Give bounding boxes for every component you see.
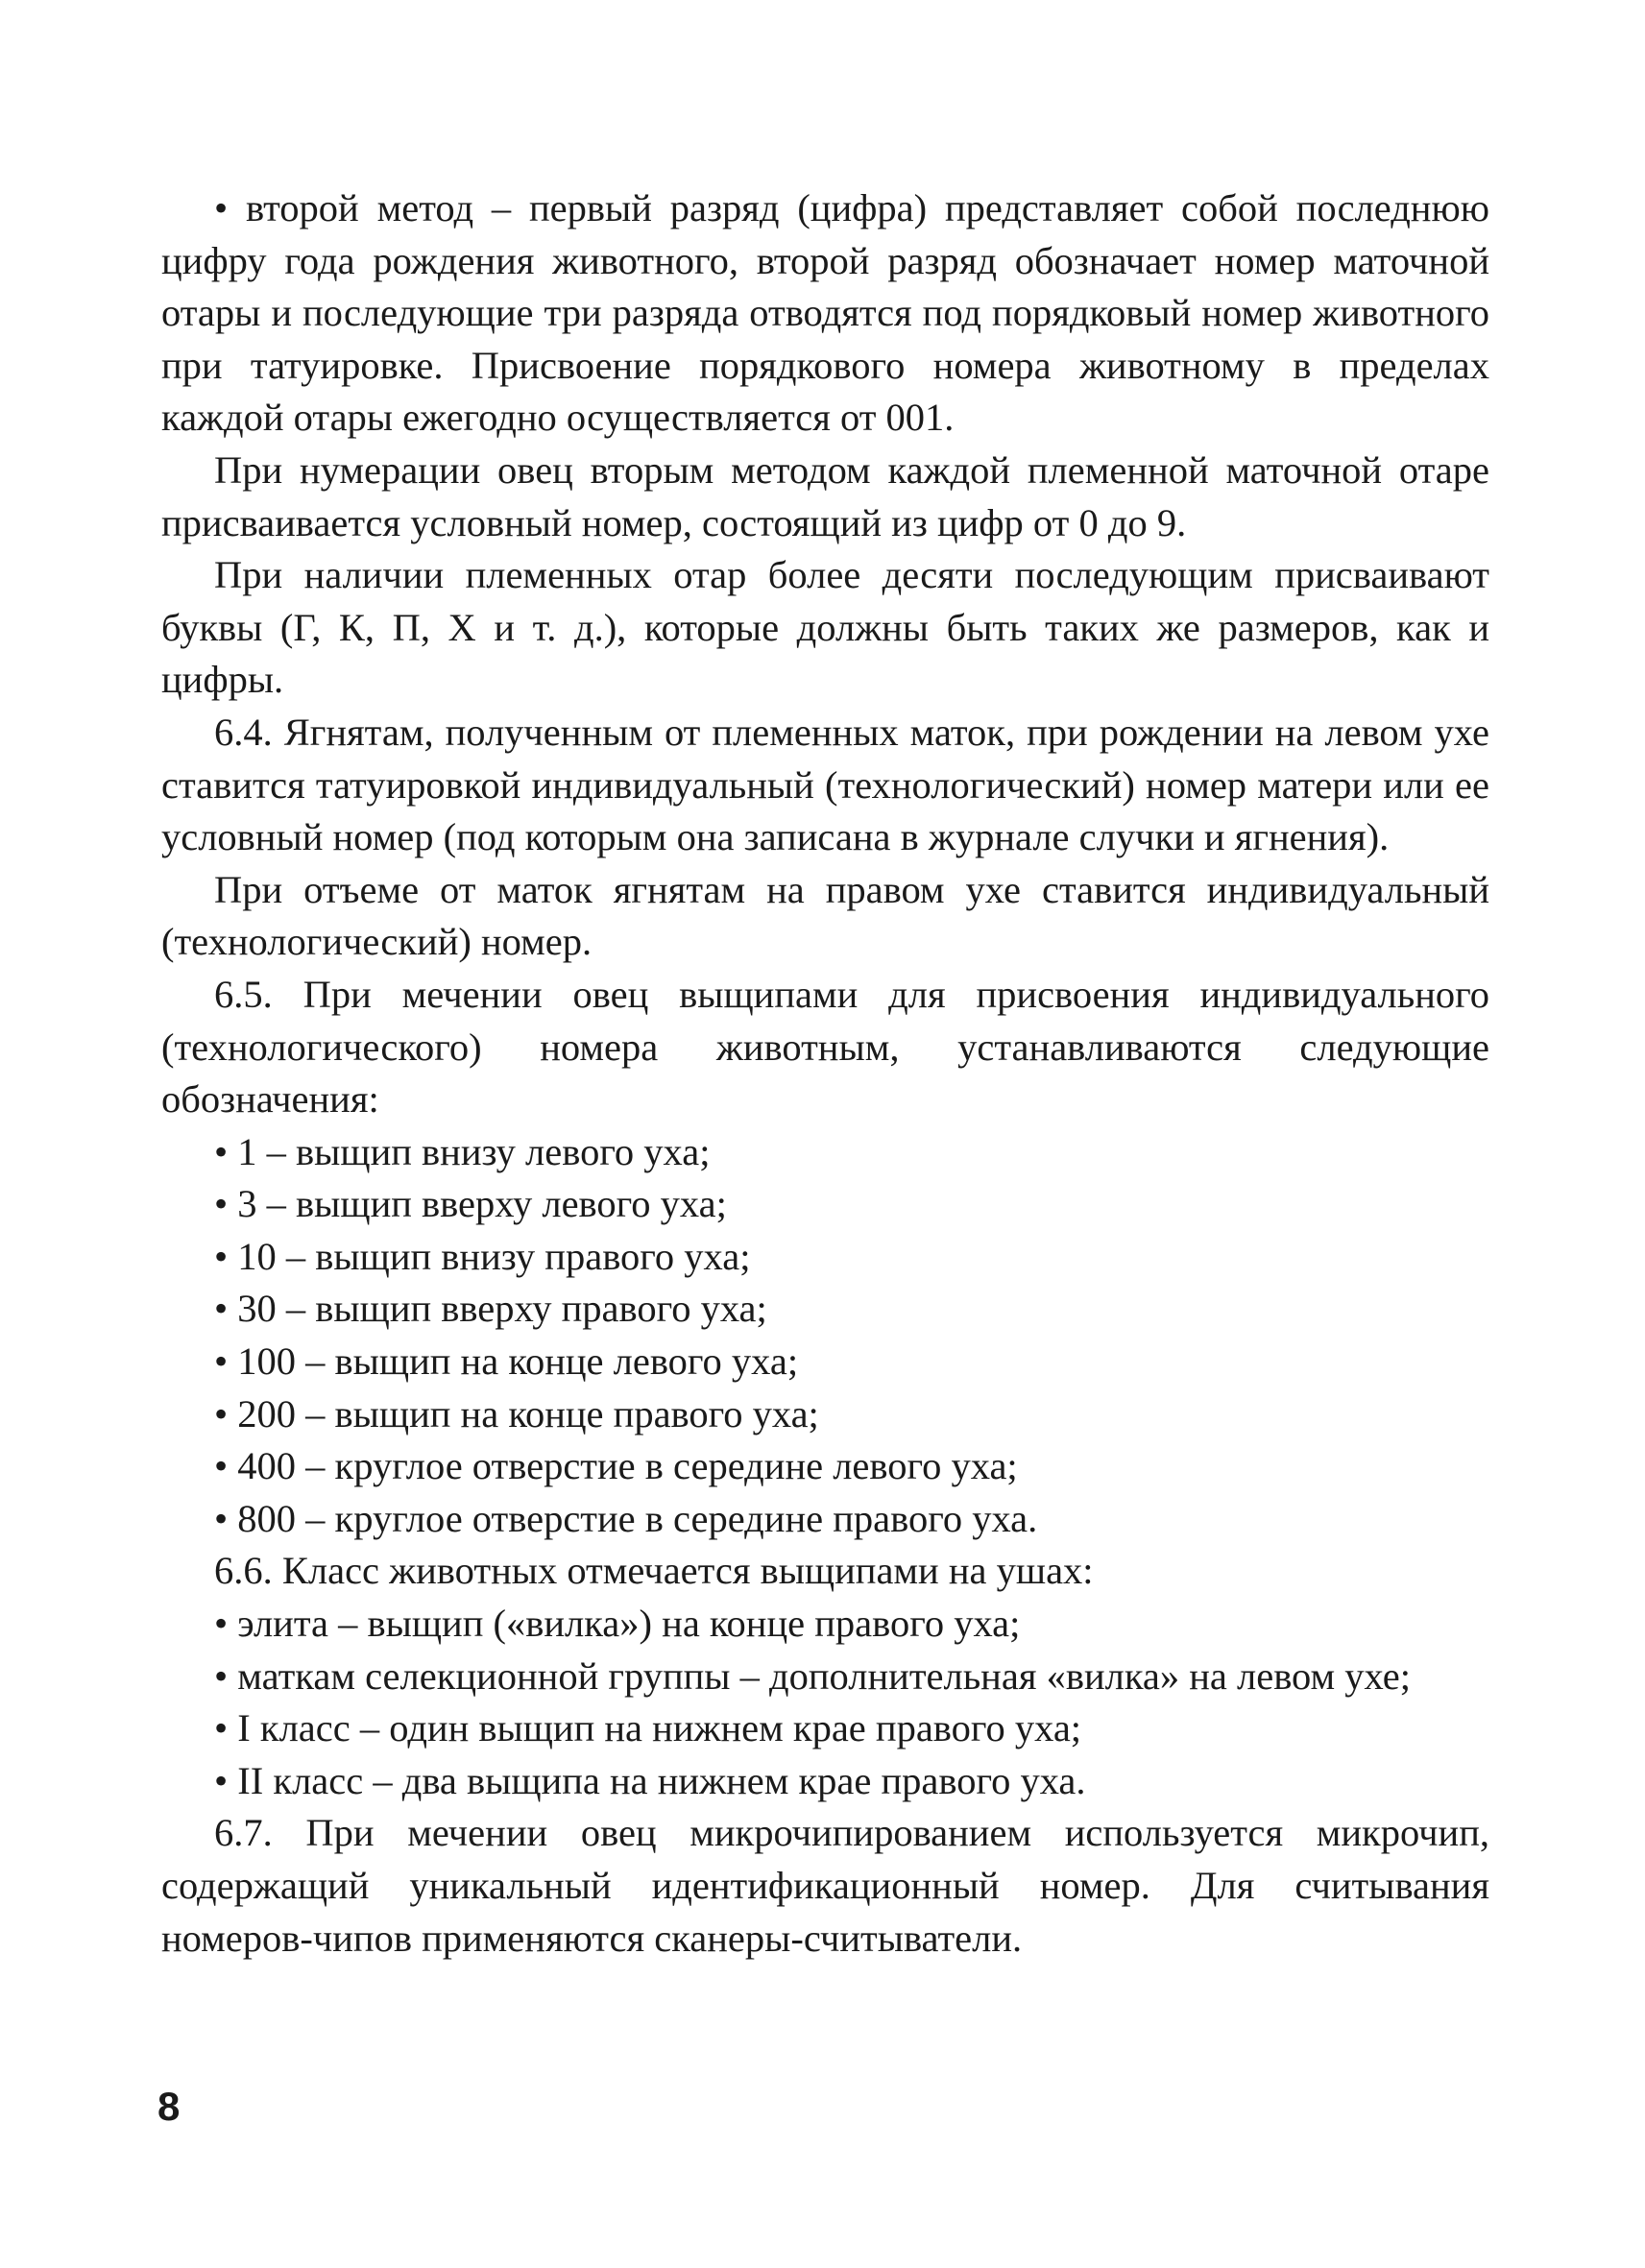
paragraph-6-6: 6.6. Класс животных отмечается выщипами на ушах:	[214, 1549, 1094, 1593]
list-item: • 100 – выщип на конце левого уха;	[214, 1339, 799, 1384]
list-item: • 30 – выщип вверху правого уха;	[214, 1287, 767, 1331]
list-item: • 3 – выщип вверху левого уха;	[214, 1182, 727, 1226]
paragraph-letters-for-flocks: При наличии племенных отар более десяти последующим присваивают буквы (Г, К, П, Х и т. д.), которые должны быть таких же размеров, как и цифры.	[161, 553, 1489, 702]
list-item: • 400 – круглое отверстие в середине левого уха;	[214, 1444, 1018, 1488]
list-item: • элита – выщип («вилка») на конце правого уха;	[214, 1602, 1021, 1646]
list-item: • 10 – выщип внизу правого уха;	[214, 1234, 751, 1278]
list-item: • 800 – круглое отверстие в середине правого уха.	[214, 1496, 1038, 1540]
list-item: • 1 – выщип внизу левого уха;	[214, 1129, 711, 1173]
paragraph-6-5: 6.5. При мечении овец выщипами для присвоения индивидуального (технологического) номера животным, устанавливаются следующие обозначения:	[161, 972, 1489, 1122]
paragraph-weaning-number: При отъеме от маток ягнятам на правом ухе ставится индивидуальный (технологический) номер.	[161, 867, 1489, 964]
bullet-second-method: • второй метод – первый разряд (цифра) представляет собой последнюю цифру года рождения животного, второй разряд обозначает номер маточной отары и последующие три разряда отводятся под порядковый номер животного при татуировке. Присвоение порядкового номера животному в пределах каждой отары ежегодно осуществляется от 001.	[161, 186, 1489, 440]
list-item: • 200 – выщип на конце правого уха;	[214, 1391, 819, 1436]
page-number: 8	[157, 2084, 181, 2129]
list-item: • II класс – два выщипа на нижнем крае правого уха.	[214, 1758, 1086, 1802]
paragraph-numbering-second-method: При нумерации овец вторым методом каждой племенной маточной отаре присваивается условный номер, состоящий из цифр от 0 до 9.	[161, 447, 1489, 544]
list-item: • I класс – один выщип на нижнем крае правого уха;	[214, 1706, 1082, 1750]
paragraph-6-4: 6.4. Ягнятам, полученным от племенных маток, при рождении на левом ухе ставится татуировкой индивидуальный (технологический) номер матери или ее условный номер (под которым она записана в журнале случки и ягнения).	[161, 710, 1489, 859]
list-item: • маткам селекционной группы – дополнительная «вилка» на левом ухе;	[214, 1653, 1412, 1698]
page-body	[161, 182, 1489, 1965]
paragraph-6-7: 6.7. При мечении овец микрочипированием используется микрочип, содержащий уникальный идентификационный номер. Для считывания номеров-чипов применяются сканеры-считыватели.	[161, 1811, 1489, 1960]
